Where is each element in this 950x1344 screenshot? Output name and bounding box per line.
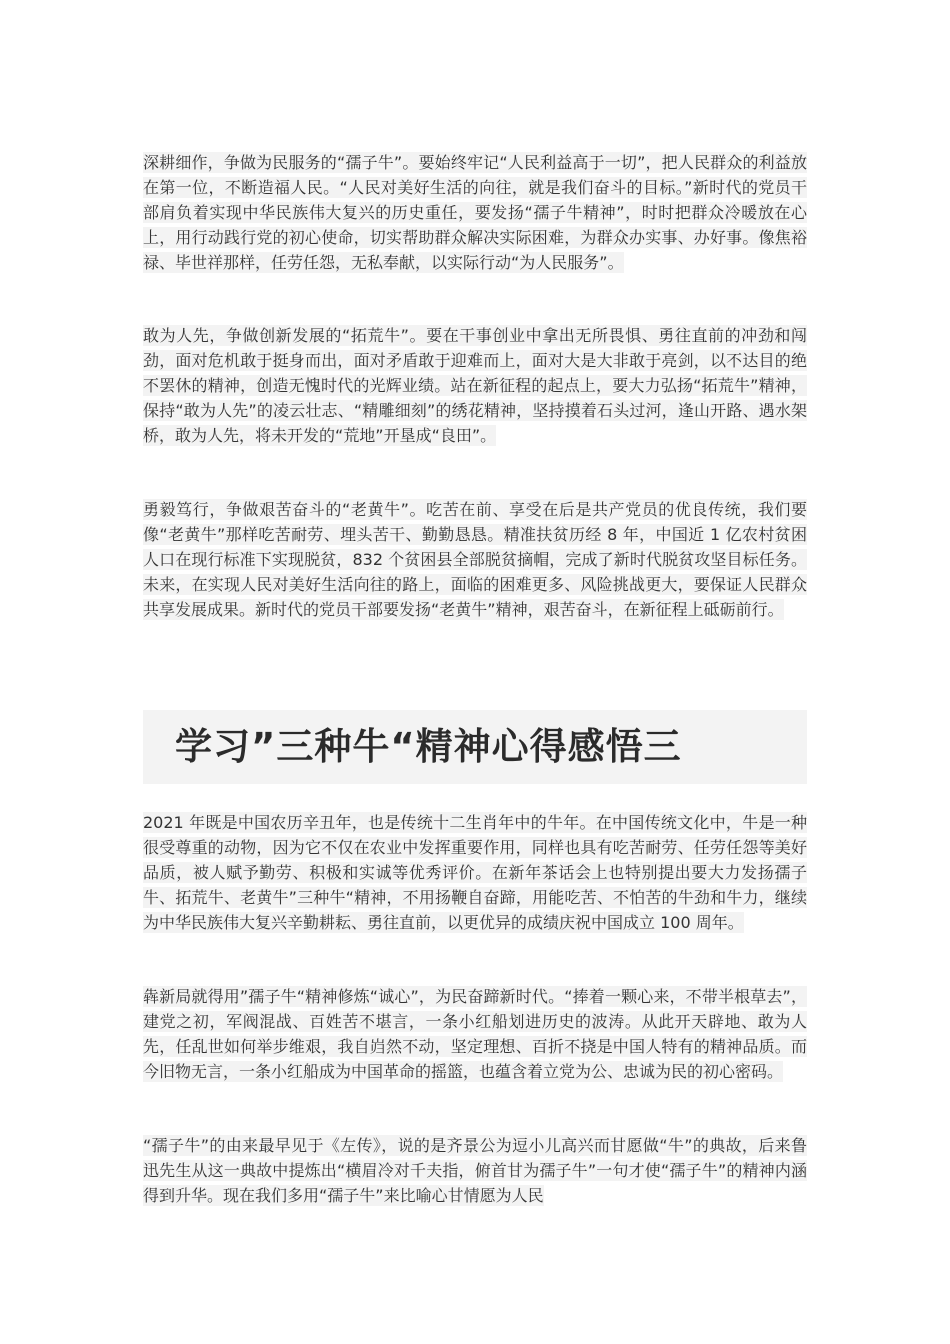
paragraph-text: 深耕细作，争做为民服务的“孺子牛”。要始终牢记“人民利益高于一切”，把人民群众的利益放在第一位，不断造福人民。“人民对美好生活的向往，就是我们奋斗的目标。”新时代的党员干部肩负着实现中华民族伟大复兴的历史重任，要发扬“孺子牛精神”，时时把群众冷暖放在心上，用行动践行党的初心使命，切实帮助群众解决实际困难，为群众办实事、办好事。像焦裕禄、毕世祥那样，任劳任怨，无私奉献，以实际行动“为人民服务”。 bbox=[143, 153, 807, 272]
paragraph-text: 敢为人先，争做创新发展的“拓荒牛”。要在干事创业中拿出无所畏惧、勇往直前的冲劲和闯劲，面对危机敢于挺身而出，面对矛盾敢于迎难而上，面对大是大非敢于亮剑，以不达目的绝不罢休的精神，创造无愧时代的光辉业绩。站在新征程的起点上，要大力弘扬“拓荒牛”精神，保持“敢为人先”的凌云壮志、“精雕细刻”的绣花精神，坚持摸着石头过河，逢山开路、遇水架桥，敢为人先，将未开发的“荒地”开垦成“良田”。 bbox=[143, 326, 807, 445]
paragraph-text: “孺子牛”的由来最早见于《左传》，说的是齐景公为逗小儿高兴而甘愿做“牛”的典故，后来鲁迅先生从这一典故中提炼出“横眉冷对千夫指，俯首甘为孺子牛”一句才使“孺子牛”的精神内涵得到升华。现在我们多用“孺子牛”来比喻心甘情愿为人民 bbox=[143, 1136, 807, 1205]
section-heading: 学习”三种牛“精神心得感悟三 bbox=[175, 725, 682, 768]
paragraph-niu-year bbox=[143, 810, 807, 935]
paragraph-chengxin bbox=[143, 984, 807, 1084]
paragraph-origin bbox=[143, 1133, 807, 1208]
section-heading-box bbox=[143, 710, 807, 784]
paragraph-laohuang-niu bbox=[143, 497, 807, 622]
paragraph-ruzi-niu bbox=[143, 150, 807, 275]
paragraph-tuohuang-niu bbox=[143, 323, 807, 448]
paragraph-text: 勇毅笃行，争做艰苦奋斗的“老黄牛”。吃苦在前、享受在后是共产党员的优良传统，我们要像“老黄牛”那样吃苦耐劳、埋头苦干、勤勤恳恳。精准扶贫历经 8 年，中国近 1 亿农村贫困人口在现行标准下实现脱贫，832 个贫困县全部脱贫摘帽，完成了新时代脱贫攻坚目标任务。未来，在实现人民对美好生活向往的路上，面临的困难更多、风险挑战更大，要保证人民群众共享发展成果。新时代的党员干部要发扬“老黄牛”精神，艰苦奋斗，在新征程上砥砺前行。 bbox=[143, 500, 807, 619]
paragraph-text: 犇新局就得用”孺子牛“精神修炼“诚心”，为民奋蹄新时代。“捧着一颗心来，不带半根草去”，建党之初，军阀混战、百姓苦不堪言，一条小红船划进历史的波涛。从此开天辟地、敢为人先，任乱世如何举步维艰，我自岿然不动，坚定理想、百折不挠是中国人特有的精神品质。而今旧物无言，一条小红船成为中国革命的摇篮，也蕴含着立党为公、忠诚为民的初心密码。 bbox=[143, 987, 807, 1081]
paragraph-text: 2021 年既是中国农历辛丑年，也是传统十二生肖年中的牛年。在中国传统文化中，牛是一种很受尊重的动物，因为它不仅在农业中发挥重要作用，同样也具有吃苦耐劳、任劳任怨等美好品质，被人赋予勤劳、积极和实诚等优秀评价。在新年茶话会上也特别提出要大力发扬孺子牛、拓荒牛、老黄牛”三种牛“精神，不用扬鞭自奋蹄，用能吃苦、不怕苦的牛劲和牛力，继续为中华民族伟大复兴辛勤耕耘、勇往直前，以更优异的成绩庆祝中国成立 100 周年。 bbox=[143, 813, 807, 932]
